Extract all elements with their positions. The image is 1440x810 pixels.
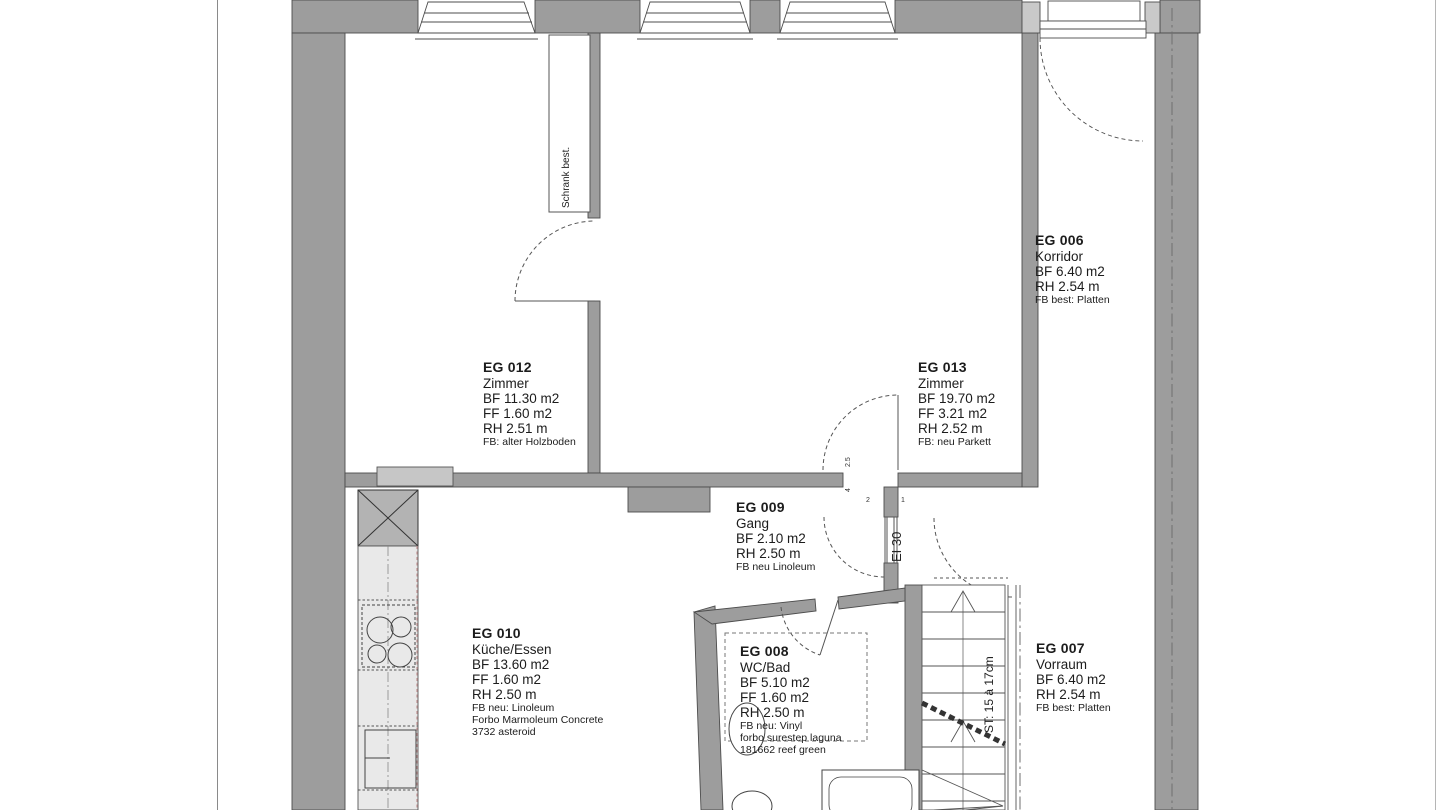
- room-label-eg009: EG 009 Gang BF 2.10 m2 RH 2.50 m FB neu Linoleum: [736, 499, 816, 574]
- toilet: [732, 791, 772, 810]
- shaft: [358, 490, 418, 546]
- room-name: Küche/Essen: [472, 641, 552, 657]
- bathtub: [822, 770, 919, 810]
- room-id: EG 013: [918, 359, 967, 375]
- room-id: EG 012: [483, 359, 532, 375]
- kitchen-unit: [358, 490, 418, 810]
- window-eg012: [415, 2, 538, 39]
- room-name: Vorraum: [1036, 656, 1088, 672]
- entrance-door: [1022, 1, 1160, 141]
- room-id: EG 009: [736, 499, 785, 515]
- closet-label: Schrank best.: [561, 146, 572, 208]
- room-id: EG 006: [1035, 232, 1084, 248]
- room-label-eg006: EG 006 Korridor BF 6.40 m2 RH 2.54 m FB best: Platten: [1035, 232, 1110, 307]
- windows: [415, 2, 898, 39]
- room-name: Zimmer: [483, 375, 529, 391]
- room-name: WC/Bad: [740, 659, 791, 675]
- wall-niche: [377, 467, 453, 486]
- staircase: [922, 585, 1016, 810]
- dim-text: 1: [901, 497, 905, 504]
- room-id: EG 007: [1036, 640, 1085, 656]
- window-eg013-right: [777, 2, 898, 39]
- window-eg013-left: [637, 2, 753, 39]
- room-id: EG 010: [472, 625, 521, 641]
- room-label-eg007: EG 007 Vorraum BF 6.40 m2 RH 2.54 m FB best: Platten: [1036, 640, 1111, 715]
- room-id: EG 008: [740, 643, 789, 659]
- stair-steps-label: ST: 15 à 17cm: [982, 656, 996, 733]
- counter: [358, 546, 418, 810]
- dim-text: 4: [845, 488, 852, 492]
- room-name: Korridor: [1035, 248, 1084, 264]
- room-name: Zimmer: [918, 375, 964, 391]
- door-eg013: [823, 395, 898, 470]
- room-label-eg010: EG 010 Küche/Essen BF 13.60 m2 FF 1.60 m2 RH 2.50 m FB neu: Linoleum Forbo Marmoleum Concrete 3732 asteroid: [472, 625, 604, 739]
- room-label-eg013: EG 013 Zimmer BF 19.70 m2 FF 3.21 m2 RH 2.52 m FB: neu Parkett: [918, 359, 996, 449]
- room-label-eg012: EG 012 Zimmer BF 11.30 m2 FF 1.60 m2 RH 2.51 m FB: alter Holzboden: [483, 359, 576, 449]
- door-eg012-eg013: [515, 221, 595, 301]
- dim-text: 2.5: [845, 457, 852, 467]
- room-name: Gang: [736, 515, 770, 531]
- dim-text: 2: [866, 497, 870, 504]
- room-label-eg008: EG 008 WC/Bad BF 5.10 m2 FF 1.60 m2 RH 2.50 m FB neu: Vinyl forbo surestep laguna 181662 reef green: [740, 643, 842, 757]
- fire-rating-label: EI 30: [889, 531, 904, 562]
